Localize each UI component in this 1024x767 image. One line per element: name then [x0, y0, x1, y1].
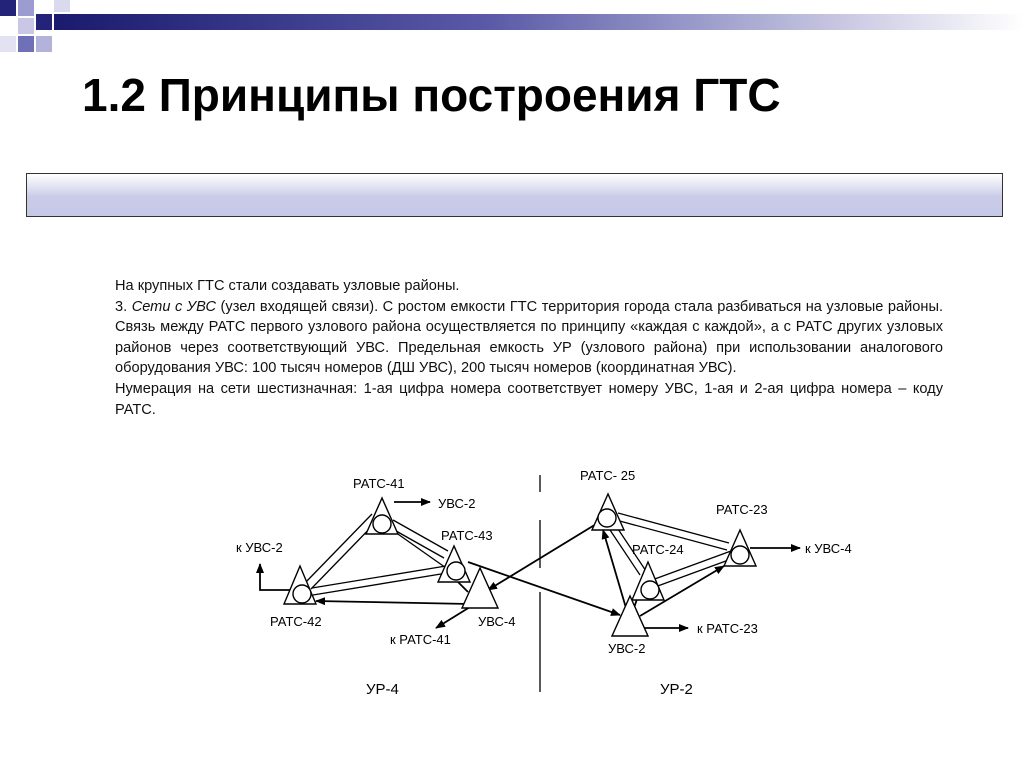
- arrow-uvs4-to-ratc41: [436, 607, 470, 628]
- label-ratc23: РАТС-23: [716, 502, 768, 517]
- paragraph-2-italic: Сети с УВС: [131, 298, 217, 315]
- paragraph-2-text: (узел входящей связи). С ростом емкости ГТС территория города стала разбиваться на узловые районы. Связь между РАТС первого узлового района осуществляется по принципу «каждая с каждой», а с РАТС других узловых районов через соответствующий УВС. Предельная емкость УР (узлового района) при использовании аналогового оборудования УВС: 100 тысяч номеров (ДШ УВС), 200 тысяч номеров (координатная УВС).: [115, 298, 944, 377]
- label-uvs2: УВС-2: [608, 641, 646, 656]
- node-ratc25: [592, 494, 624, 530]
- paragraph-3-text: Нумерация на сети шестизначная: 1-ая цифра номера соответствует номеру УВС, 1-ая и 2-ая цифра номера – коду РАТС.: [115, 380, 943, 418]
- label-to-ratc41: к РАТС-41: [390, 632, 451, 647]
- link-42-43: [312, 566, 447, 595]
- label-zone-ur4: УР-4: [366, 681, 399, 698]
- label-to-uvs4: к УВС-4: [805, 541, 852, 556]
- link-41-43: [389, 520, 448, 558]
- paragraph-1-text: На крупных ГТС стали создавать узловые районы.: [115, 278, 460, 294]
- node-uvs2: [612, 596, 648, 636]
- node-ratc43: [438, 546, 470, 582]
- label-to-uvs2-left: к УВС-2: [236, 540, 283, 555]
- label-uvs4: УВС-4: [478, 614, 516, 629]
- arrow-42-to-uvs2: [260, 564, 296, 590]
- paragraph-2-number: 3.: [115, 298, 132, 315]
- label-to-uvs2-top: УВС-2: [438, 496, 476, 511]
- arrow-uvs2-to-25: [603, 530, 626, 608]
- node-ratc42: [284, 566, 316, 604]
- node-ratc24: [632, 562, 664, 600]
- arrow-25-to-uvs4: [488, 518, 606, 590]
- label-ratc43: РАТС-43: [441, 528, 493, 543]
- label-ratc42: РАТС-42: [270, 614, 322, 629]
- slide-title: 1.2 Принципы построения ГТС: [82, 69, 781, 121]
- arrow-uvs4-to-42: [316, 601, 470, 604]
- label-zone-ur2: УР-2: [660, 681, 693, 698]
- label-to-ratc23: к РАТС-23: [697, 621, 758, 636]
- label-ratc24: РАТС-24: [632, 542, 684, 557]
- link-41-42: [304, 514, 379, 589]
- label-ratc25: РАТС- 25: [580, 468, 636, 483]
- label-ratc41: РАТС-41: [353, 476, 405, 491]
